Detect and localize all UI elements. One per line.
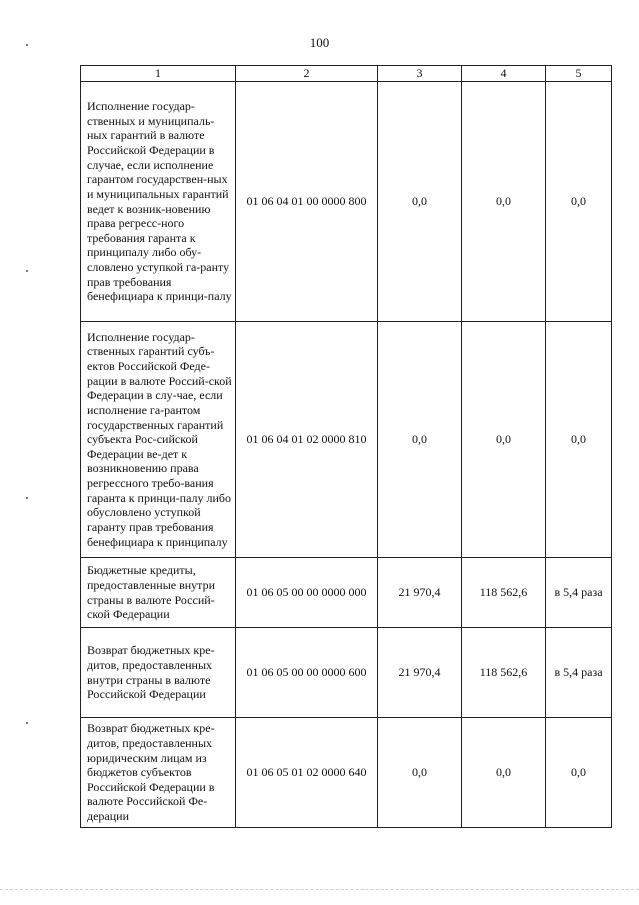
table-header-row: [81, 66, 612, 82]
row-value-cell: 0,0: [378, 82, 462, 322]
row-code-cell: 01 06 05 00 00 0000 600: [236, 628, 378, 718]
column-header: 4: [462, 66, 546, 82]
column-header: 5: [546, 66, 612, 82]
row-value-cell: в 5,4 раза: [546, 558, 612, 628]
row-value-cell: 0,0: [546, 322, 612, 558]
table-row: [81, 558, 612, 628]
row-code-cell: 01 06 05 01 02 0000 640: [236, 718, 378, 828]
scan-margin-mark: [26, 497, 28, 499]
row-value-cell: 118 562,6: [462, 558, 546, 628]
row-value-cell: 0,0: [546, 82, 612, 322]
row-value-cell: 0,0: [462, 82, 546, 322]
column-header: 1: [81, 66, 236, 82]
table-row: [81, 82, 612, 322]
page-number: 100: [309, 35, 330, 50]
scan-bottom-edge: [0, 889, 639, 890]
scan-margin-mark: [26, 44, 28, 46]
row-value-cell: 0,0: [462, 322, 546, 558]
row-name-cell: Исполнение государ-ственных гарантий субъ-ектов Российской Феде-рации в валюте Россий-ской Федерации в слу-чае, если исполнение га-рантом государственных гарантий субъекта Рос-сийской Федерации ве-дет к возникновению права регрессного требо-вания гаранта к принци-палу либо обусловлено уступкой гаранту прав требования бенефициара к принципалу: [81, 322, 236, 558]
table-row: [81, 322, 612, 558]
row-name-cell: Возврат бюджетных кре-дитов, предоставленных внутри страны в валюте Российской Федерации: [81, 628, 236, 718]
column-header: 3: [378, 66, 462, 82]
row-value-cell: в 5,4 раза: [546, 628, 612, 718]
scan-margin-mark: [26, 270, 28, 272]
row-name-cell: Возврат бюджетных кре-дитов, предоставленных юридическим лицам из бюджетов субъектов Российской Федерации в валюте Российской Фе-дерации: [81, 718, 236, 828]
row-name-cell: Исполнение государ-ственных и муниципаль-ных гарантий в валюте Российской Федерации в случае, если исполнение гарантом государствен-ных и муниципальных гарантий ведет к возник-новению права регресс-ного требования гаранта к принципалу либо обу-словлено уступкой га-ранту прав требования бенефициара к принци-палу: [81, 82, 236, 322]
column-header: 2: [236, 66, 378, 82]
table-row: [81, 718, 612, 828]
budget-table: [80, 65, 612, 828]
row-value-cell: 21 970,4: [378, 628, 462, 718]
table-row: [81, 628, 612, 718]
row-value-cell: 0,0: [546, 718, 612, 828]
row-value-cell: 21 970,4: [378, 558, 462, 628]
row-code-cell: 01 06 05 00 00 0000 000: [236, 558, 378, 628]
row-value-cell: 118 562,6: [462, 628, 546, 718]
row-code-cell: 01 06 04 01 00 0000 800: [236, 82, 378, 322]
row-value-cell: 0,0: [462, 718, 546, 828]
row-value-cell: 0,0: [378, 718, 462, 828]
row-value-cell: 0,0: [378, 322, 462, 558]
scan-margin-mark: [26, 722, 28, 724]
row-code-cell: 01 06 04 01 02 0000 810: [236, 322, 378, 558]
row-name-cell: Бюджетные кредиты, предоставленные внутри страны в валюте Россий-ской Федерации: [81, 558, 236, 628]
